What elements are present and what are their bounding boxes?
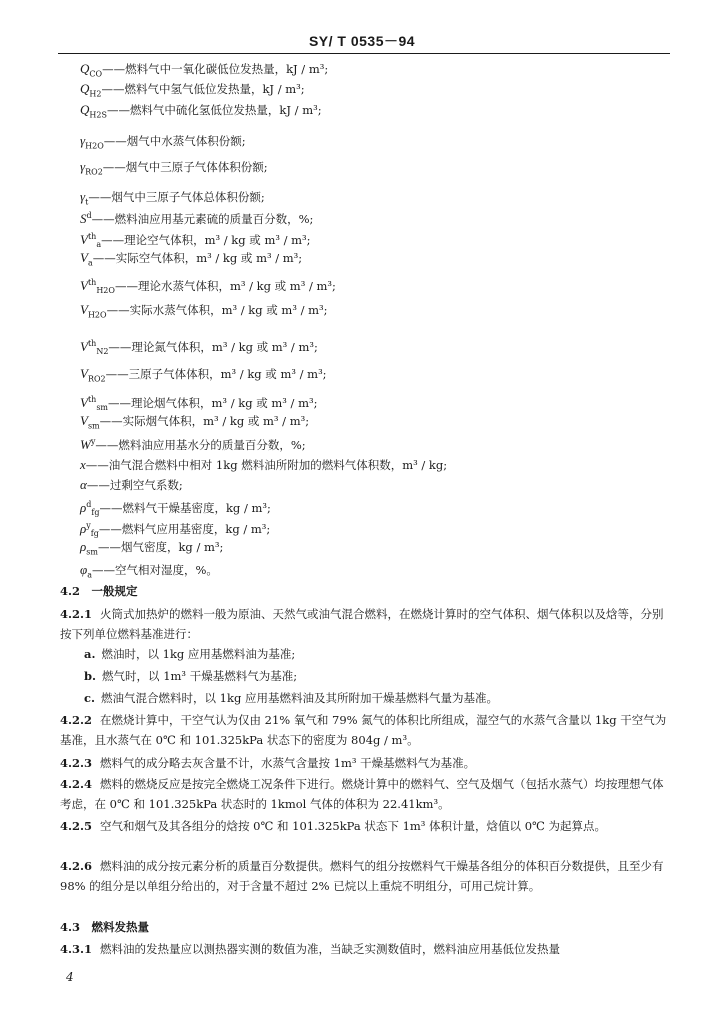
symbol-variable: V bbox=[80, 250, 88, 265]
symbol-description: ——实际空气体积，m³ / kg 或 m³ / m³; bbox=[92, 251, 303, 265]
symbol-variable: ρ bbox=[80, 520, 87, 536]
clause-text: 空气和烟气及其各组分的焓按 0℃ 和 101.325kPa 状态下 1m³ 体积计量，焓值以 0℃ 为起算点。 bbox=[100, 819, 607, 833]
symbol-description: ——理论烟气体积，m³ / kg 或 m³ / m³; bbox=[108, 395, 318, 410]
symbol-row bbox=[80, 393, 680, 415]
symbol-row bbox=[80, 435, 680, 452]
clause-text: 燃料的燃烧反应是按完全燃烧工况条件下进行。燃烧计算中的燃料气、空气及烟气（包括水蒸气）均按理想气体考虑，在 0℃ 和 101.325kPa 状态时的 1kmol 气体的体积为 22.41km³。 bbox=[60, 777, 664, 811]
header-rule bbox=[58, 53, 670, 54]
symbol-subscript: H2S bbox=[89, 110, 107, 120]
symbol-description: ——理论空气体积，m³ / kg 或 m³ / m³; bbox=[101, 232, 311, 247]
symbol-variable: V bbox=[80, 277, 88, 293]
symbol-superscript: y bbox=[86, 521, 91, 530]
symbol-description: ——燃料气应用基密度，kg / m³; bbox=[98, 521, 271, 536]
symbol-row bbox=[80, 209, 680, 226]
symbol-description: ——燃料油应用基元素硫的质量百分数，%; bbox=[91, 211, 314, 226]
symbol-variable: α bbox=[80, 477, 87, 492]
symbol-subscript: a bbox=[87, 570, 92, 580]
list-item bbox=[84, 669, 674, 684]
clause-text: 燃料气的成分略去灰含量不计，水蒸气含量按 1m³ 干燥基燃料气为基准。 bbox=[100, 756, 476, 770]
symbol-row bbox=[80, 103, 680, 122]
symbol-subscript: N2 bbox=[96, 347, 109, 357]
symbol-description: ——燃料气中硫化氢低位发热量，kJ / m³; bbox=[106, 103, 322, 117]
symbol-row bbox=[80, 414, 680, 433]
symbol-row bbox=[80, 160, 680, 179]
paragraph-4-3-1 bbox=[60, 939, 672, 959]
symbol-variable: V bbox=[80, 366, 88, 381]
list-text: 燃油气混合燃料时，以 1kg 应用基燃料油及其所附加干燥基燃料气量为基准。 bbox=[101, 691, 498, 705]
list-label: a. bbox=[84, 647, 96, 661]
symbol-subscript: H2O bbox=[96, 286, 115, 296]
section-heading-4-3: 4.3 燃料发热量 bbox=[60, 920, 150, 934]
symbol-variable: Q bbox=[80, 81, 90, 96]
symbol-subscript: sm bbox=[87, 421, 100, 431]
symbol-row bbox=[80, 303, 680, 322]
symbol-description: ——油气混合燃料中相对 1kg 燃料油所附加的燃料气体积数，m³ / kg; bbox=[85, 458, 448, 472]
symbol-subscript: sm bbox=[86, 547, 98, 557]
symbol-description: ——燃料气中一氧化碳低位发热量，kJ / m³; bbox=[102, 62, 329, 76]
list-item bbox=[84, 647, 674, 662]
symbol-row bbox=[80, 498, 680, 520]
symbol-description: ——燃料油应用基水分的质量百分数，%; bbox=[95, 437, 306, 452]
symbol-row bbox=[80, 134, 680, 153]
clause-number: 4.2.6 bbox=[60, 859, 93, 873]
symbol-row bbox=[80, 190, 680, 209]
clause-number: 4.3.1 bbox=[60, 942, 93, 956]
clause-text: 在燃烧计算中，干空气认为仅由 21% 氧气和 79% 氮气的体积比所组成，湿空气的水蒸气含量以 1kg 干空气为基准，且水蒸气在 0℃ 和 101.325kPa 状态下的密度为 804g / m³。 bbox=[60, 713, 667, 747]
symbol-variable: V bbox=[80, 413, 88, 428]
symbol-row bbox=[80, 519, 680, 541]
symbol-variable: V bbox=[80, 302, 88, 317]
symbol-description: ——烟气中水蒸气体积份额; bbox=[103, 134, 246, 148]
symbol-description: ——烟气中三原子气体总体积份额; bbox=[88, 190, 265, 204]
symbol-superscript: d bbox=[86, 211, 92, 220]
symbol-variable: φ bbox=[80, 562, 88, 577]
page-number: 4 bbox=[66, 970, 74, 984]
symbol-row bbox=[80, 478, 680, 492]
symbol-subscript: RO2 bbox=[85, 167, 103, 177]
symbol-row bbox=[80, 540, 680, 559]
section-heading-4-2: 4.2 一般规定 bbox=[60, 584, 138, 598]
symbol-variable: W bbox=[80, 436, 91, 452]
paragraph-4-2-6 bbox=[60, 856, 672, 896]
symbol-superscript: th bbox=[87, 339, 97, 348]
symbol-variable: x bbox=[80, 457, 86, 472]
symbol-row bbox=[80, 251, 680, 270]
symbol-variable: V bbox=[80, 338, 88, 354]
symbol-description: ——燃料气中氢气低位发热量，kJ / m³; bbox=[101, 82, 305, 96]
paragraph-4-2-3 bbox=[60, 753, 672, 773]
symbol-subscript: fg bbox=[91, 508, 100, 518]
symbol-row bbox=[80, 82, 680, 101]
symbol-subscript: a bbox=[96, 240, 102, 250]
page-header: SY/ T 0535－94 bbox=[308, 33, 416, 49]
paragraph-4-2-5 bbox=[60, 816, 672, 836]
clause-number: 4.2.3 bbox=[60, 756, 93, 770]
clause-number: 4.2.1 bbox=[60, 607, 93, 621]
symbol-description: ——理论水蒸气体积，m³ / kg 或 m³ / m³; bbox=[114, 278, 336, 293]
symbol-subscript: CO bbox=[89, 69, 103, 79]
list-label: b. bbox=[84, 669, 97, 683]
list-text: 燃气时，以 1m³ 干燥基燃料气为基准; bbox=[102, 669, 298, 683]
symbol-variable: ρ bbox=[80, 499, 87, 515]
symbol-description: ——三原子气体体积，m³ / kg 或 m³ / m³; bbox=[105, 367, 327, 381]
clause-number: 4.2.2 bbox=[60, 713, 93, 727]
symbol-superscript: th bbox=[87, 232, 97, 241]
symbol-description: ——空气相对湿度，%。 bbox=[91, 563, 218, 577]
symbol-subscript: a bbox=[87, 258, 93, 268]
symbol-subscript: RO2 bbox=[87, 374, 106, 384]
symbol-variable: V bbox=[80, 231, 88, 247]
symbol-row bbox=[80, 367, 680, 386]
symbol-superscript: y bbox=[90, 437, 96, 446]
symbol-subscript: H2O bbox=[87, 310, 107, 320]
clause-text: 燃料油的成分按元素分析的质量百分数提供。燃料气的组分按燃料气干燥基各组分的体积百分数提供，且至少有 98% 的组分是以单组分给出的，对于含量不超过 2% 已烷以上重烷不明组分，可用己烷计算。 bbox=[60, 859, 664, 893]
symbol-row bbox=[80, 230, 680, 252]
symbol-superscript: th bbox=[87, 278, 97, 287]
paragraph-4-2-2 bbox=[60, 710, 672, 750]
symbol-variable: Q bbox=[80, 61, 90, 76]
symbol-variable: Q bbox=[80, 102, 90, 117]
symbol-variable: γ bbox=[80, 189, 86, 204]
clause-text: 燃料油的发热量应以测热器实测的数值为准，当缺乏实测数值时，燃料油应用基低位发热量 bbox=[100, 942, 561, 956]
symbol-subscript: fg bbox=[90, 529, 99, 539]
list-item bbox=[84, 691, 674, 706]
symbol-variable: γ bbox=[80, 133, 86, 148]
symbol-subscript: sm bbox=[96, 403, 109, 413]
symbol-variable: V bbox=[80, 394, 88, 410]
symbol-variable: ρ bbox=[80, 539, 87, 554]
clause-text: 火筒式加热炉的燃料一般为原油、天然气或油气混合燃料，在燃烧计算时的空气体积、烟气体积以及焓等，分别按下列单位燃料基准进行： bbox=[60, 607, 664, 641]
symbol-variable: γ bbox=[80, 159, 86, 174]
symbol-row bbox=[80, 458, 680, 472]
symbol-superscript: d bbox=[86, 500, 92, 509]
symbol-row bbox=[80, 563, 680, 582]
paragraph-4-2-1 bbox=[60, 604, 672, 644]
symbol-description: ——过剩空气系数; bbox=[86, 478, 183, 492]
symbol-subscript: t bbox=[85, 197, 89, 207]
symbol-description: ——烟气密度，kg / m³; bbox=[97, 540, 224, 554]
symbol-description: ——燃料气干燥基密度，kg / m³; bbox=[99, 500, 271, 515]
symbol-superscript: th bbox=[87, 395, 97, 404]
clause-number: 4.2.4 bbox=[60, 777, 93, 791]
symbol-subscript: H2O bbox=[85, 141, 104, 151]
symbol-subscript: H2 bbox=[89, 89, 102, 99]
symbol-description: ——理论氮气体积，m³ / kg 或 m³ / m³; bbox=[108, 339, 318, 354]
symbol-description: ——实际水蒸气体积，m³ / kg 或 m³ / m³; bbox=[106, 303, 328, 317]
symbol-row bbox=[80, 276, 680, 298]
clause-number: 4.2.5 bbox=[60, 819, 93, 833]
list-text: 燃油时，以 1kg 应用基燃料油为基准; bbox=[101, 647, 296, 661]
paragraph-4-2-4 bbox=[60, 774, 672, 814]
symbol-row bbox=[80, 337, 680, 359]
symbol-row bbox=[80, 62, 680, 81]
symbol-description: ——烟气中三原子气体体积份额; bbox=[102, 160, 268, 174]
list-label: c. bbox=[84, 691, 96, 705]
symbol-description: ——实际烟气体积，m³ / kg 或 m³ / m³; bbox=[99, 414, 310, 428]
symbol-variable: S bbox=[80, 210, 87, 226]
